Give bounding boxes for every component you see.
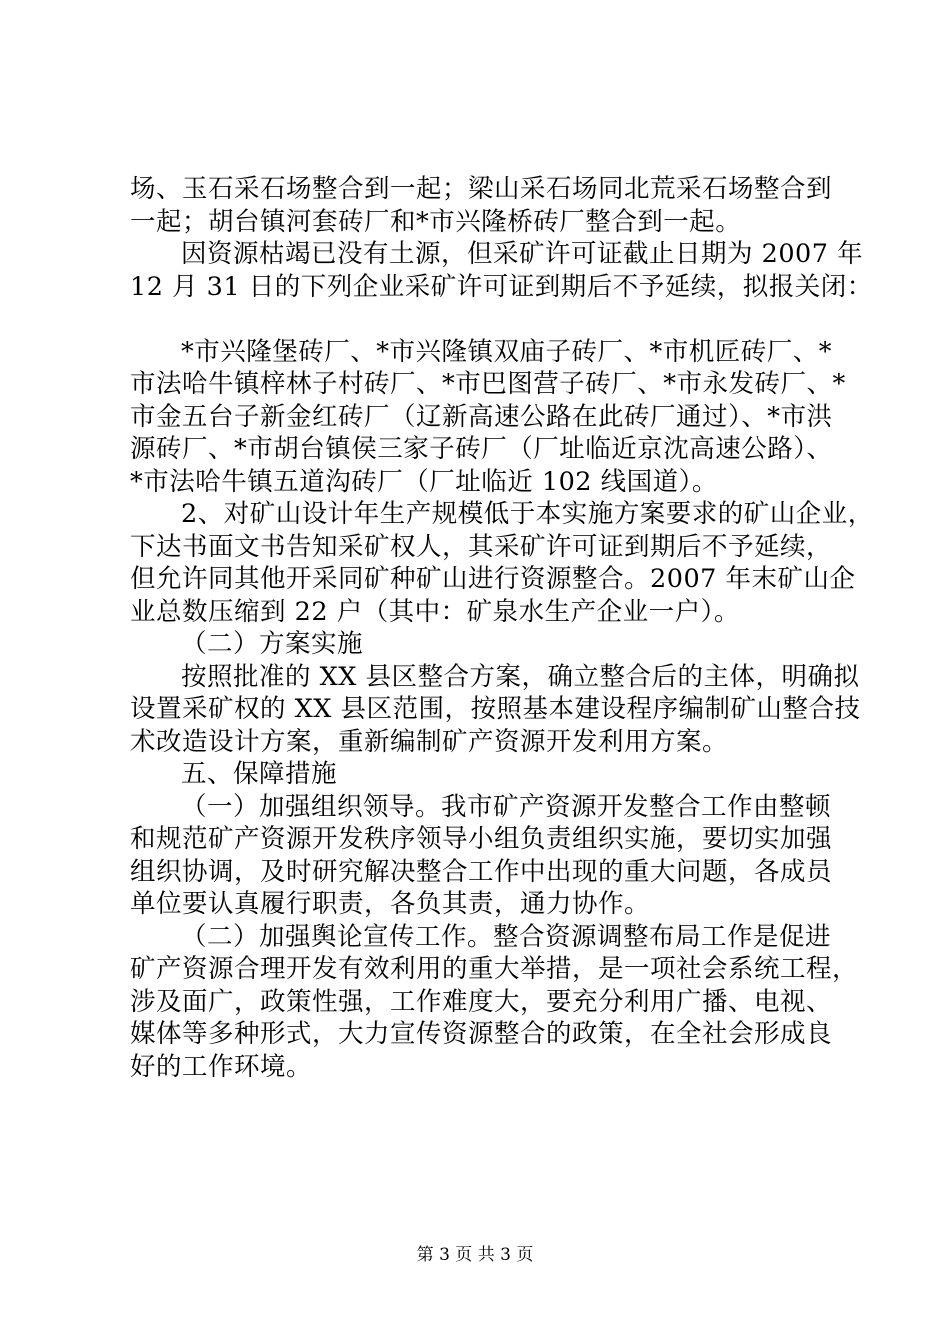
paragraph-first-line: （二）加强舆论宣传工作。整合资源调整布局工作是促进 [181,921,832,952]
paragraph-line: 矿产资源合理开发有效利用的重大举措，是一项社会系统工程， [130,954,859,984]
paragraph-line: 市法哈牛镇梓林子村砖厂、*市巴图营子砖厂、*市永发砖厂、* [130,369,846,399]
paragraph-first-line: 2、对矿山设计年生产规模低于本实施方案要求的矿山企业， [181,499,874,529]
paragraph-line: *市法哈牛镇五道沟砖厂（厂址临近 102 线国道）。 [130,466,718,497]
paragraph-line: 12 月 31 日的下列企业采矿许可证到期后不予延续，拟报关闭： [130,271,873,302]
paragraph-line: 但允许同其他开采同矿种矿山进行资源整合。2007 年末矿山企 [130,564,856,594]
paragraph-line: 场、玉石采石场整合到一起；梁山采石场同北荒采石场整合到 [130,174,833,204]
paragraph-line: 涉及面广，政策性强，工作难度大，要充分利用广播、电视、 [130,986,833,1017]
paragraph-first-line: 按照批准的 XX 县区整合方案，确立整合后的主体，明确拟 [181,661,860,692]
document-body [130,173,874,1083]
blank-line [130,303,830,336]
paragraph-line: 术改造设计方案，重新编制矿产资源开发利用方案。 [130,726,729,757]
paragraph-line: 媒体等多种形式，大力宣传资源整合的政策，在全社会形成良 [130,1019,833,1049]
paragraph-first-line: *市兴隆堡砖厂、*市兴隆镇双庙子砖厂、*市机匠砖厂、* [181,336,833,367]
paragraph-line: 源砖厂、*市胡台镇侯三家子砖厂（厂址临近京沈高速公路）、 [130,434,833,464]
paragraph-line: 下达书面文书告知采矿权人，其采矿许可证到期后不予延续， [130,531,833,562]
paragraph-line: 和规范矿产资源开发秩序领导小组负责组织实施，要切实加强 [130,824,833,854]
paragraph-line: 一起；胡台镇河套砖厂和*市兴隆桥砖厂整合到一起。 [130,206,742,237]
paragraph-first-line: 五、保障措施 [181,759,338,789]
page-footer: 第 3 页 共 3 页 [416,1245,534,1265]
paragraph-line: 市金五台子新金红砖厂（辽新高速公路在此砖厂通过）、*市洪 [130,401,833,432]
paragraph-line: 设置采矿权的 XX 县区范围，按照基本建设程序编制矿山整合技 [130,694,861,724]
paragraph-line: 业总数压缩到 22 户（其中：矿泉水生产企业一户）。 [130,596,740,627]
paragraph-first-line: （一）加强组织领导。我市矿产资源开发整合工作由整顿 [181,791,832,822]
paragraph-first-line: 因资源枯竭已没有土源，但采矿许可证截止日期为 2007 年 [181,239,864,269]
paragraph-line: 好的工作环境。 [130,1051,313,1082]
paragraph-line: 单位要认真履行职责，各负其责，通力协作。 [130,889,651,919]
paragraph-first-line: （二）方案实施 [181,629,364,659]
paragraph-line: 组织协调，及时研究解决整合工作中出现的重大问题，各成员 [130,856,833,887]
